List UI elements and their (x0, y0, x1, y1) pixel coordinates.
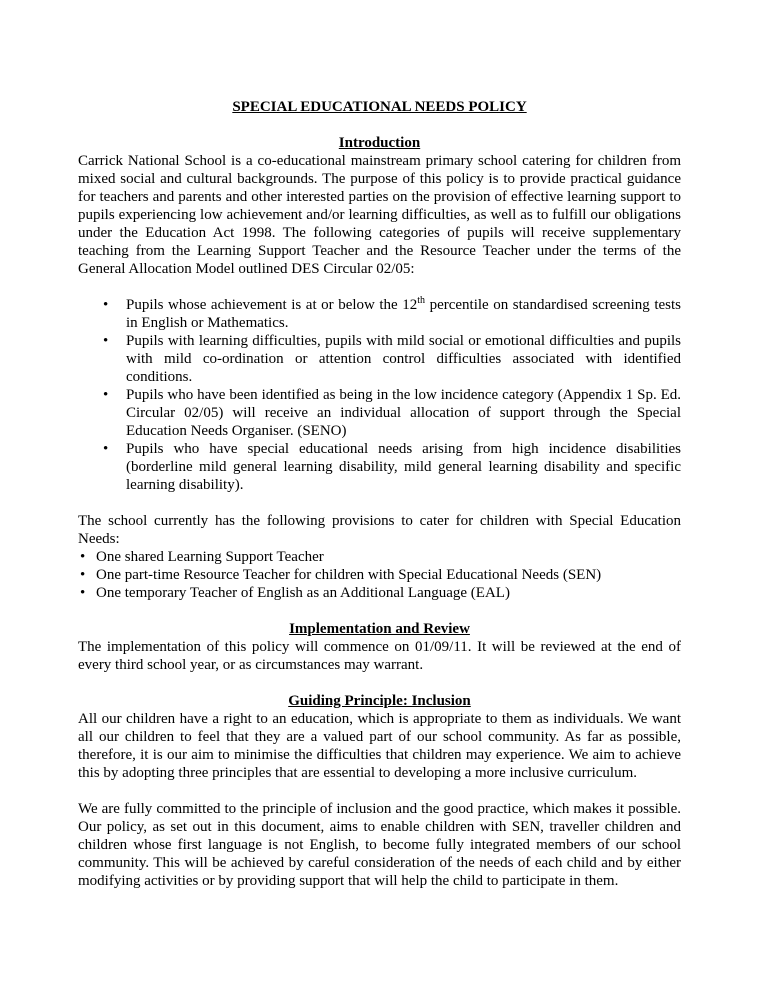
bullet1-superscript: th (417, 295, 426, 306)
list-item: • One part-time Resource Teacher for children with Special Educational Needs (SEN) (78, 566, 681, 584)
inclusion-paragraph-1: All our children have a right to an education, which is appropriate to them as individuals. We want all our children to feel that they are a valued part of our school community. As far as possible, therefore, it is our aim to minimise the difficulties that children may experience. We aim to achieve this by adopting three principles that are essential to developing a more inclusive curriculum. (78, 711, 681, 781)
pupil-categories-list (78, 296, 681, 494)
introduction-heading: Introduction (338, 135, 421, 151)
list-item: • Pupils who have been identified as being in the low incidence category (Appendix 1 Sp. Ed. Circular 02/05) will receive an individual allocation of support through the Special Education Needs Organiser. (SENO) (78, 386, 681, 440)
list-item: • Pupils who have special educational needs arising from high incidence disabilities (borderline mild general learning disability, mild general learning disability and specific learning disability). (78, 440, 681, 494)
introduction-paragraph: Carrick National School is a co-educational mainstream primary school catering for children from mixed social and cultural backgrounds. The purpose of this policy is to provide practical guidance for teachers and parents and other interested parties on the provision of effective learning support to pupils experiencing low achievement and/or learning difficulties, as well as to fulfill our obligations under the Education Act 1998. The following categories of pupils will receive supplementary teaching from the Learning Support Teacher and the Resource Teacher under the terms of the General Allocation Model outlined DES Circular 02/05: (78, 153, 681, 277)
bullet1-text-b: percentile on standardised screening tests in English or Mathematics. (126, 297, 681, 331)
implementation-heading: Implementation and Review (289, 621, 470, 637)
list-item: • One shared Learning Support Teacher (78, 548, 681, 566)
list-item (78, 296, 681, 332)
provisions-paragraph: The school currently has the following provisions to cater for children with Special Education Needs: (78, 513, 681, 547)
list-item: • Pupils with learning difficulties, pupils with mild social or emotional difficulties and pupils with mild co-ordination or attention control difficulties associated with identified conditions. (78, 332, 681, 386)
inclusion-paragraph-2: We are fully committed to the principle of inclusion and the good practice, which makes it possible. Our policy, as set out in this document, aims to enable children with SEN, traveller children and children whose first language is not English, to become fully integrated members of our school community. This will be achieved by careful consideration of the needs of each child and by either modifying activities or by providing support that will help the child to participate in them. (78, 801, 681, 889)
bullet1-text-a: Pupils whose achievement is at or below the 12 (126, 297, 418, 313)
provisions-list (78, 548, 681, 602)
implementation-paragraph: The implementation of this policy will commence on 01/09/11. It will be reviewed at the end of every third school year, or as circumstances may warrant. (78, 639, 681, 673)
document-title: SPECIAL EDUCATIONAL NEEDS POLICY (232, 99, 527, 115)
list-item: • One temporary Teacher of English as an Additional Language (EAL) (78, 584, 681, 602)
document-page (78, 98, 681, 890)
inclusion-heading: Guiding Principle: Inclusion (288, 693, 471, 709)
